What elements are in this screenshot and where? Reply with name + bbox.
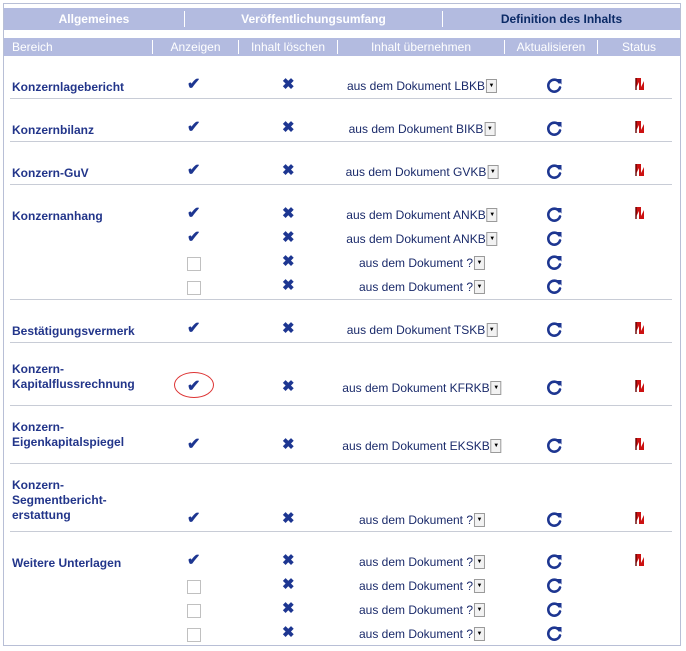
delete-x-icon[interactable]: ✖ bbox=[282, 277, 295, 294]
column-header-row bbox=[4, 38, 680, 56]
source-select-value: aus dem Dokument EKSKB bbox=[342, 439, 490, 453]
column-header-status: Status bbox=[621, 40, 657, 54]
source-select[interactable] bbox=[342, 439, 501, 454]
refresh-icon[interactable] bbox=[545, 577, 563, 595]
delete-x-icon[interactable]: ✖ bbox=[282, 320, 295, 337]
delete-x-icon[interactable]: ✖ bbox=[282, 576, 295, 593]
check-icon[interactable]: ✔ bbox=[187, 378, 201, 395]
check-icon[interactable]: ✔ bbox=[187, 320, 201, 337]
show-checkbox[interactable] bbox=[187, 604, 201, 618]
check-icon[interactable]: ✔ bbox=[187, 510, 201, 527]
status-flag-icon bbox=[635, 163, 645, 177]
dropdown-arrow-icon[interactable]: ▼ bbox=[474, 256, 485, 270]
section-title bbox=[12, 478, 107, 523]
source-select-value: aus dem Dokument ? bbox=[358, 603, 474, 617]
section-divider bbox=[10, 299, 672, 300]
column-header-inhalt-loeschen: Inhalt löschen bbox=[250, 40, 326, 54]
check-icon[interactable]: ✔ bbox=[187, 205, 201, 222]
source-select[interactable] bbox=[346, 232, 497, 247]
highlight-circle bbox=[174, 372, 214, 398]
delete-x-icon[interactable]: ✖ bbox=[282, 510, 295, 527]
status-flag-icon bbox=[635, 511, 645, 525]
source-select-value: aus dem Dokument ANKB bbox=[346, 208, 486, 222]
source-select[interactable] bbox=[346, 208, 497, 223]
show-checkbox[interactable] bbox=[187, 281, 201, 295]
refresh-icon[interactable] bbox=[545, 230, 563, 248]
source-select[interactable] bbox=[346, 165, 499, 180]
section-title-line: Konzern- bbox=[12, 478, 64, 492]
dropdown-arrow-icon[interactable]: ▼ bbox=[486, 79, 497, 93]
status-flag-icon bbox=[635, 321, 645, 335]
section-title-line: Kapitalflussrechnung bbox=[12, 377, 135, 391]
source-select[interactable] bbox=[359, 555, 485, 570]
tab-bar bbox=[4, 8, 680, 30]
refresh-icon[interactable] bbox=[545, 254, 563, 272]
section-title: Konzernlagebericht bbox=[12, 80, 125, 94]
dropdown-arrow-icon[interactable]: ▼ bbox=[487, 208, 498, 222]
delete-x-icon[interactable]: ✖ bbox=[282, 253, 295, 270]
section-title bbox=[12, 420, 124, 450]
dropdown-arrow-icon[interactable]: ▼ bbox=[474, 555, 485, 569]
source-select-value: aus dem Dokument ? bbox=[358, 627, 474, 641]
source-select[interactable] bbox=[359, 256, 485, 271]
refresh-icon[interactable] bbox=[545, 278, 563, 296]
column-header-bereich: Bereich bbox=[12, 40, 53, 54]
source-select[interactable] bbox=[349, 122, 496, 137]
dropdown-arrow-icon[interactable]: ▼ bbox=[484, 122, 495, 136]
tab-allgemeines[interactable]: Allgemeines bbox=[58, 12, 130, 26]
section-title: Weitere Unterlagen bbox=[12, 556, 122, 570]
section-divider bbox=[10, 342, 672, 343]
column-header-aktualisieren: Aktualisieren bbox=[516, 40, 586, 54]
delete-x-icon[interactable]: ✖ bbox=[282, 436, 295, 453]
section-title-line: Konzern- bbox=[12, 420, 64, 434]
check-icon[interactable]: ✔ bbox=[187, 552, 201, 569]
refresh-icon[interactable] bbox=[545, 511, 563, 529]
refresh-icon[interactable] bbox=[545, 321, 563, 339]
delete-x-icon[interactable]: ✖ bbox=[282, 624, 295, 641]
status-flag-icon bbox=[635, 120, 645, 134]
dropdown-arrow-icon[interactable]: ▼ bbox=[474, 579, 485, 593]
section-divider bbox=[10, 463, 672, 464]
delete-x-icon[interactable]: ✖ bbox=[282, 229, 295, 246]
status-flag-icon bbox=[635, 437, 645, 451]
source-select[interactable] bbox=[359, 280, 485, 295]
dropdown-arrow-icon[interactable]: ▼ bbox=[486, 323, 497, 337]
delete-x-icon[interactable]: ✖ bbox=[282, 378, 295, 395]
tab-veroeffentlichungsumfang[interactable]: Veröffentlichungsumfang bbox=[241, 12, 386, 26]
refresh-icon[interactable] bbox=[545, 163, 563, 181]
refresh-icon[interactable] bbox=[545, 437, 563, 455]
show-checkbox[interactable] bbox=[187, 580, 201, 594]
delete-x-icon[interactable]: ✖ bbox=[282, 162, 295, 179]
dropdown-arrow-icon[interactable]: ▼ bbox=[487, 165, 498, 179]
check-icon[interactable]: ✔ bbox=[187, 162, 201, 179]
source-select[interactable] bbox=[359, 603, 485, 618]
delete-x-icon[interactable]: ✖ bbox=[282, 76, 295, 93]
source-select[interactable] bbox=[347, 323, 498, 338]
section-title: Bestätigungsvermerk bbox=[12, 324, 135, 338]
section-divider bbox=[10, 141, 672, 142]
source-select-value: aus dem Dokument ANKB bbox=[346, 232, 486, 246]
source-select-value: aus dem Dokument ? bbox=[358, 513, 474, 527]
source-select-value: aus dem Dokument ? bbox=[358, 555, 474, 569]
dropdown-arrow-icon[interactable]: ▼ bbox=[487, 232, 498, 246]
source-select-value: aus dem Dokument ? bbox=[358, 579, 474, 593]
section-title-line: Segmentbericht- bbox=[12, 493, 107, 507]
delete-x-icon[interactable]: ✖ bbox=[282, 600, 295, 617]
show-checkbox[interactable] bbox=[187, 628, 201, 642]
column-header-inhalt-uebernehmen: Inhalt übernehmen bbox=[370, 40, 472, 54]
source-select[interactable] bbox=[359, 579, 485, 594]
refresh-icon[interactable] bbox=[545, 120, 563, 138]
status-flag-icon bbox=[635, 206, 645, 220]
refresh-icon[interactable] bbox=[545, 601, 563, 619]
section-title-line: erstattung bbox=[12, 508, 71, 522]
check-icon[interactable]: ✔ bbox=[187, 229, 201, 246]
show-checkbox[interactable] bbox=[187, 257, 201, 271]
tab-definition-des-inhalts[interactable]: Definition des Inhalts bbox=[500, 12, 623, 26]
source-select-value: aus dem Dokument LBKB bbox=[346, 79, 486, 93]
section-title-line: Konzern- bbox=[12, 362, 64, 376]
source-select[interactable] bbox=[359, 513, 485, 528]
source-select-value: aus dem Dokument KFRKB bbox=[342, 381, 490, 395]
dropdown-arrow-icon[interactable]: ▼ bbox=[474, 280, 485, 294]
delete-x-icon[interactable]: ✖ bbox=[282, 119, 295, 136]
source-select-value: aus dem Dokument BIKB bbox=[348, 122, 484, 136]
dropdown-arrow-icon[interactable]: ▼ bbox=[491, 439, 502, 453]
refresh-icon[interactable] bbox=[545, 206, 563, 224]
source-select-value: aus dem Dokument ? bbox=[358, 280, 474, 294]
section-divider bbox=[10, 405, 672, 406]
status-flag-icon bbox=[635, 379, 645, 393]
section-title: Konzernbilanz bbox=[12, 123, 95, 137]
status-flag-icon bbox=[635, 553, 645, 567]
refresh-icon[interactable] bbox=[545, 379, 563, 397]
status-flag-icon bbox=[635, 77, 645, 91]
dropdown-arrow-icon[interactable]: ▼ bbox=[474, 513, 485, 527]
refresh-icon[interactable] bbox=[545, 625, 563, 643]
refresh-icon[interactable] bbox=[545, 553, 563, 571]
section-title: Konzernanhang bbox=[12, 209, 103, 223]
source-select-value: aus dem Dokument GVKB bbox=[345, 165, 487, 179]
source-select-value: aus dem Dokument TSKB bbox=[346, 323, 486, 337]
delete-x-icon[interactable]: ✖ bbox=[282, 205, 295, 222]
dropdown-arrow-icon[interactable]: ▼ bbox=[474, 603, 485, 617]
source-select[interactable] bbox=[342, 381, 501, 396]
refresh-icon[interactable] bbox=[545, 77, 563, 95]
source-select[interactable] bbox=[359, 627, 485, 642]
section-title: Konzern-GuV bbox=[12, 166, 89, 180]
section-divider bbox=[10, 184, 672, 185]
delete-x-icon[interactable]: ✖ bbox=[282, 552, 295, 569]
dropdown-arrow-icon[interactable]: ▼ bbox=[474, 627, 485, 641]
section-title bbox=[12, 362, 135, 392]
check-icon[interactable]: ✔ bbox=[187, 119, 201, 136]
check-icon[interactable]: ✔ bbox=[187, 76, 201, 93]
source-select-value: aus dem Dokument ? bbox=[358, 256, 474, 270]
section-divider bbox=[10, 531, 672, 532]
section-divider bbox=[10, 98, 672, 99]
section-title-line: Eigenkapitalspiegel bbox=[12, 435, 125, 449]
check-icon[interactable]: ✔ bbox=[187, 436, 201, 453]
source-select[interactable] bbox=[347, 79, 497, 94]
column-header-anzeigen: Anzeigen bbox=[170, 40, 221, 54]
dropdown-arrow-icon[interactable]: ▼ bbox=[491, 381, 502, 395]
